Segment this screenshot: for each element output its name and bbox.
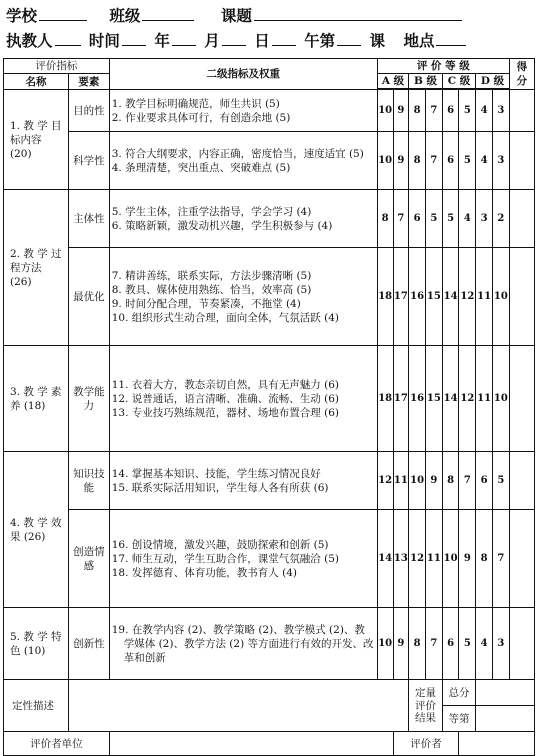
score-cell: 9 (393, 608, 409, 680)
secondary-items (109, 452, 377, 510)
score-cell: 7 (492, 510, 509, 608)
table-row (4, 732, 535, 756)
score-cell: 6 (476, 452, 493, 510)
item: 18. 发挥德育、体育功能，教书育人 (4) (111, 566, 297, 579)
score-cell: 12 (377, 452, 393, 510)
month-blank[interactable] (222, 31, 246, 46)
section-name: 4. 教 学 效果 (26) (4, 452, 69, 608)
element-label: 创新性 (68, 608, 109, 680)
score-cell: 5 (459, 90, 476, 132)
total-label: 总分 (442, 680, 476, 706)
score-blank[interactable] (509, 248, 534, 346)
score-cell: 12 (409, 510, 426, 608)
score-blank[interactable] (509, 452, 534, 510)
section-name: 2. 教 学 过程方法 (26) (4, 190, 69, 346)
item: 6. 策略新颖，激发动机兴趣，学生积极参与 (4) (111, 219, 333, 232)
secondary-index-header: 二级指标及权重 (109, 59, 377, 90)
secondary-items (109, 608, 377, 680)
score-header: 得分 (509, 59, 534, 90)
score-cell: 11 (425, 510, 442, 608)
item: 15. 联系实际活用知识，学生每人各有所获 (6) (111, 481, 329, 494)
score-cell: 12 (459, 346, 476, 452)
score-cell: 4 (459, 190, 476, 248)
item: 9. 时间分配合理，节奏紧凑，不拖堂 (4) (111, 297, 301, 310)
school-blank[interactable] (39, 6, 87, 21)
class-label: 班级 (109, 6, 141, 25)
teacher-label: 执教人 (6, 31, 53, 50)
evaluator-blank[interactable] (459, 732, 535, 756)
score-cell: 10 (492, 248, 509, 346)
score-cell: 14 (377, 510, 393, 608)
item: 12. 说普通话，语言清晰、准确、流畅、生动 (6) (111, 392, 339, 405)
score-cell: 17 (393, 248, 409, 346)
score-cell: 13 (393, 510, 409, 608)
score-cell: 11 (476, 346, 493, 452)
score-cell: 15 (425, 346, 442, 452)
secondary-items (109, 510, 377, 608)
score-cell: 5 (442, 190, 459, 248)
item: 8. 教具、媒体使用熟练、恰当，效率高 (5) (111, 283, 312, 296)
qualitative-blank[interactable] (68, 680, 408, 732)
score-cell: 17 (393, 346, 409, 452)
item: 5. 学生主体，注重学法指导，学会学习 (4) (111, 205, 312, 218)
score-cell: 3 (492, 90, 509, 132)
grade-d-header: D 级 (476, 74, 510, 89)
score-cell: 8 (409, 132, 426, 190)
score-cell: 5 (425, 190, 442, 248)
eval-index-header: 评价指标 (4, 59, 110, 74)
score-cell: 11 (476, 248, 493, 346)
score-cell: 10 (409, 452, 426, 510)
score-cell: 10 (377, 90, 393, 132)
unit-label: 评价者单位 (4, 732, 110, 756)
rank-label: 等第 (442, 706, 476, 732)
table-row (4, 346, 535, 452)
grade-header: 评 价 等 级 (377, 59, 509, 74)
element-label: 主体性 (68, 190, 109, 248)
grade-a-header: A 级 (377, 74, 408, 89)
score-cell: 7 (459, 452, 476, 510)
element-header: 要素 (68, 74, 109, 90)
score-cell: 14 (442, 346, 459, 452)
score-blank[interactable] (509, 132, 534, 190)
score-cell: 5 (492, 452, 509, 510)
class-blank[interactable] (142, 6, 194, 21)
table-row (4, 132, 535, 190)
score-cell: 3 (476, 190, 493, 248)
score-cell: 7 (425, 132, 442, 190)
grade-c-header: C 级 (442, 74, 476, 89)
table-row (4, 190, 535, 248)
element-label: 最优化 (68, 248, 109, 346)
score-cell: 18 (377, 346, 393, 452)
score-cell: 14 (442, 248, 459, 346)
score-blank[interactable] (509, 510, 534, 608)
score-blank[interactable] (509, 608, 534, 680)
score-cell: 9 (459, 510, 476, 608)
evaluation-table (3, 58, 535, 756)
unit-blank[interactable] (109, 732, 393, 756)
score-cell: 6 (442, 132, 459, 190)
element-label: 教学能力 (68, 346, 109, 452)
day-blank[interactable] (272, 31, 296, 46)
score-blank[interactable] (509, 190, 534, 248)
score-cell: 8 (476, 510, 493, 608)
score-cell: 4 (476, 90, 493, 132)
year-blank[interactable] (172, 31, 196, 46)
score-blank[interactable] (509, 90, 534, 132)
score-cell: 5 (459, 132, 476, 190)
period-blank[interactable] (337, 31, 361, 46)
score-cell: 12 (459, 248, 476, 346)
score-cell: 10 (492, 346, 509, 452)
month-label: 月 (204, 31, 220, 50)
name-header: 名称 (4, 74, 69, 90)
score-cell: 10 (377, 132, 393, 190)
element-label: 科学性 (68, 132, 109, 190)
item: 7. 精讲善练，联系实际，方法步骤清晰 (5) (111, 269, 312, 282)
item: 13. 专业技巧熟练规范，器材、场地布置合理 (6) (111, 406, 339, 419)
secondary-items (109, 346, 377, 452)
item: 16. 创设情境，激发兴趣，鼓励探索和创新 (5) (111, 538, 329, 551)
table-row (4, 248, 535, 346)
item: 19. 在教学内容 (2)、教学策略 (2)、教学模式 (2)、教学媒体 (2)、教学方法 (2) 等方面进行有效的开发、改革和创新 (111, 623, 374, 664)
item: 10. 组织形式生动合理，面向全体，气氛活跃 (4) (111, 312, 339, 325)
secondary-items (109, 90, 377, 132)
element-label: 创造情感 (68, 510, 109, 608)
header-line-2 (6, 29, 469, 51)
score-blank[interactable] (509, 346, 534, 452)
table-row (4, 90, 535, 132)
score-cell: 16 (409, 346, 426, 452)
evaluator-label: 评价者 (393, 732, 459, 756)
quantitative-label: 定量评价结果 (409, 680, 443, 732)
score-cell: 15 (425, 248, 442, 346)
period-label: 午第 (304, 31, 336, 50)
element-label: 目的性 (68, 90, 109, 132)
time-label: 时间 (88, 31, 120, 50)
teacher-blank[interactable] (55, 31, 81, 46)
rank-blank[interactable] (476, 706, 535, 732)
score-cell: 4 (476, 132, 493, 190)
score-cell: 7 (425, 90, 442, 132)
secondary-items (109, 248, 377, 346)
score-cell: 7 (425, 608, 442, 680)
day-label: 日 (254, 31, 270, 50)
total-blank[interactable] (476, 680, 535, 706)
score-cell: 6 (442, 90, 459, 132)
item: 4. 条理清楚，突出重点、突破难点 (5) (111, 161, 291, 174)
score-cell: 18 (377, 248, 393, 346)
lesson-gap (387, 32, 395, 46)
element-label: 知识技能 (68, 452, 109, 510)
lesson-label: 课 (369, 31, 386, 50)
place-blank[interactable] (436, 31, 466, 46)
year-label: 年 (154, 31, 170, 50)
time-blank[interactable] (122, 31, 146, 46)
score-cell: 2 (492, 190, 509, 248)
score-cell: 10 (377, 608, 393, 680)
score-cell: 6 (409, 190, 426, 248)
score-cell: 16 (409, 248, 426, 346)
item: 1. 教学目标明确规范，师生共识 (5) (111, 97, 280, 110)
score-cell: 3 (492, 132, 509, 190)
score-cell: 8 (409, 90, 426, 132)
score-cell: 8 (377, 190, 393, 248)
header-line-1 (6, 4, 465, 26)
score-cell: 9 (425, 452, 442, 510)
score-cell: 9 (393, 90, 409, 132)
grade-b-header: B 级 (409, 74, 443, 89)
secondary-items (109, 132, 377, 190)
score-cell: 5 (459, 608, 476, 680)
qualitative-label: 定性描述 (4, 680, 69, 732)
secondary-items (109, 190, 377, 248)
section-name: 3. 教 学 素养 (18) (4, 346, 69, 452)
score-cell: 8 (442, 452, 459, 510)
item: 11. 衣着大方，教态亲切自然，具有无声魅力 (6) (111, 378, 339, 391)
score-cell: 4 (476, 608, 493, 680)
score-cell: 8 (409, 608, 426, 680)
table-row (4, 608, 535, 680)
school-label: 学校 (6, 6, 38, 25)
item: 3. 符合大纲要求，内容正确，密度恰当，速度适宜 (5) (111, 147, 364, 160)
score-cell: 9 (393, 132, 409, 190)
topic-blank[interactable] (254, 6, 462, 21)
score-cell: 7 (393, 190, 409, 248)
section-name: 1. 教 学 目标内容 (20) (4, 90, 69, 190)
table-row (4, 680, 535, 706)
item: 17. 师生互动，学生互助合作，课堂气氛融洽 (5) (111, 552, 339, 565)
score-cell: 6 (442, 608, 459, 680)
topic-label: 课题 (220, 6, 252, 25)
table-row (4, 452, 535, 510)
table-row (4, 510, 535, 608)
place-label: 地点 (403, 31, 435, 50)
score-cell: 3 (492, 608, 509, 680)
score-cell: 10 (442, 510, 459, 608)
item: 14. 掌握基本知识、技能，学生练习情况良好 (111, 467, 321, 480)
item: 2. 作业要求具体可行，有创造余地 (5) (111, 111, 291, 124)
score-cell: 11 (393, 452, 409, 510)
section-name: 5. 教 学 特色 (10) (4, 608, 69, 680)
